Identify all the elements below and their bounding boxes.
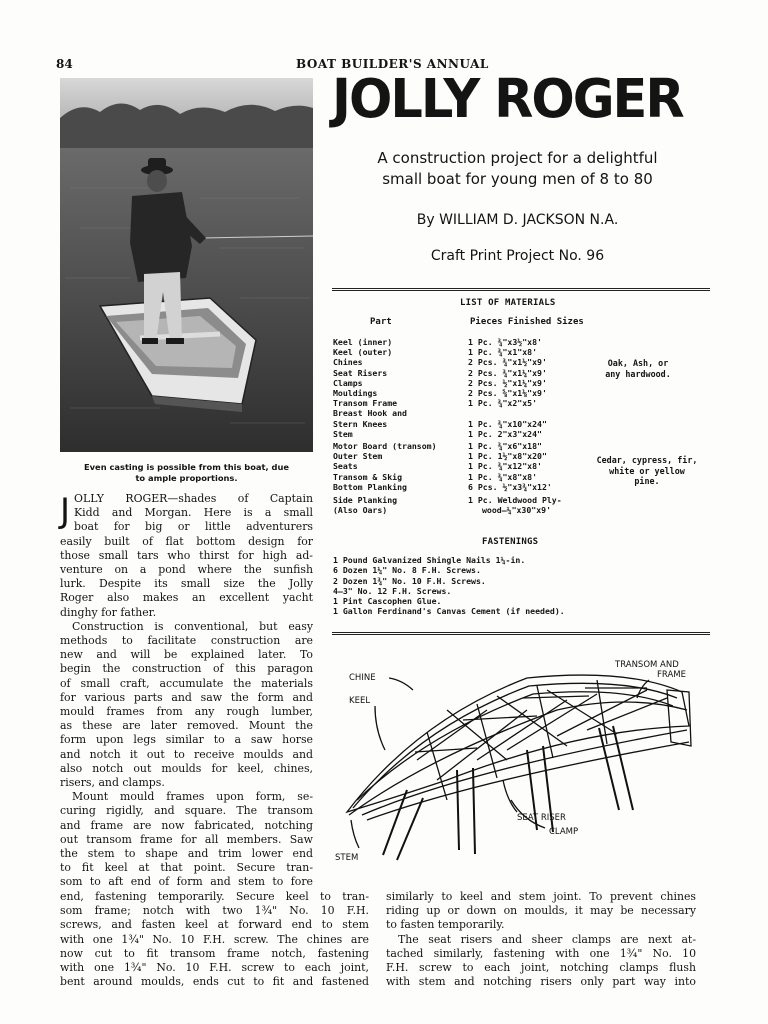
material-part: Keel (outer) xyxy=(333,347,393,358)
materials-col-pieces: Pieces Finished Sizes xyxy=(470,317,584,327)
material-part: Clamps xyxy=(333,377,363,388)
body-line: som frame; notch with two 1¾" No. 10 F.H. xyxy=(60,904,369,918)
fastenings-title: FASTENINGS xyxy=(482,537,539,547)
seat-riser-leader xyxy=(503,780,517,812)
material-pieces: 2 Pcs. ¾"x1¼"x9' xyxy=(468,367,547,378)
body-line: to fit keel at that point. Secure tran- xyxy=(60,861,313,875)
body-line: OLLY ROGER—shades of Captain xyxy=(74,492,313,505)
photo-illustration xyxy=(60,78,313,452)
body-line: and notch it out to receive moulds and xyxy=(60,747,313,761)
body-line: as these are later removed. Mount the xyxy=(60,719,313,733)
material-part: Bottom Planking xyxy=(333,481,407,492)
subtitle-line-2: small boat for young men of 8 to 80 xyxy=(382,170,653,188)
material-part: Transom & Skig xyxy=(333,471,403,482)
material-part: Breast Hook and xyxy=(333,408,407,419)
material-pieces: 1 Pc. 2"x3"x24" xyxy=(468,428,542,439)
body-line: mould frames from any rough lumber, xyxy=(60,705,313,719)
label-keel: KEEL xyxy=(349,696,371,706)
body-line: Construction is conventional, but easy xyxy=(72,619,313,633)
material-part: Mouldings xyxy=(333,388,378,399)
material-pieces: 1 Pc. ¾"x8"x8' xyxy=(468,471,538,482)
body-line: The seat risers and sheer clamps are next at- xyxy=(398,932,696,946)
label-frame: FRAME xyxy=(657,670,686,680)
note-line: white or yellow xyxy=(609,465,685,476)
material-part: Side Planking xyxy=(333,495,398,506)
cross-braces xyxy=(417,690,667,780)
material-part: Stern Knees xyxy=(333,418,388,429)
caption-line-1: Even casting is possible from this boat, due xyxy=(83,462,290,472)
body-line: curing rigidly, and square. The transom xyxy=(60,804,313,818)
material-pieces: 2 Pcs. ⅝"x1⅛"x9' xyxy=(468,388,547,399)
keel-line xyxy=(349,702,687,815)
divider-bottom xyxy=(332,632,710,635)
stem-leader xyxy=(351,820,359,848)
body-line: tached similarly, fastening with one 1¾" No. 10 xyxy=(386,946,696,960)
label-stem: STEM xyxy=(335,853,359,863)
body-line: lurk. Despite its small size the Jolly xyxy=(60,577,313,591)
fastenings-list xyxy=(333,555,565,617)
body-line: with one 1¾" No. 10 F.H. screw to each joint, xyxy=(60,961,369,975)
cross-braces xyxy=(447,690,617,760)
label-seat-riser: SEAT RISER xyxy=(517,813,566,823)
body-line: easily built of flat bottom design for xyxy=(60,534,313,548)
material-part: Seat Risers xyxy=(333,367,388,378)
softwood-note xyxy=(592,455,702,487)
body-column-1 xyxy=(60,492,313,890)
body-line: end, fastening temporarily. Secure keel to tran- xyxy=(60,890,369,903)
fastening-item: 2 Dozen 1¾" No. 10 F.H. Screws. xyxy=(333,575,486,586)
body-line: dinghy for father. xyxy=(60,605,157,619)
body-line: screws, and fasten keel at forward end to stem xyxy=(60,918,369,932)
body-line: and frame are now fabricated, notching xyxy=(60,818,313,832)
material-part: Keel (inner) xyxy=(333,337,393,347)
material-pieces: 1 Pc. ¾"x6"x18" xyxy=(468,441,542,452)
body-line: the stem to shape and trim lower end xyxy=(60,847,313,861)
project-number: Craft Print Project No. 96 xyxy=(430,248,605,264)
label-clamp: CLAMP xyxy=(549,827,579,837)
body-line: methods to facilitate construction are xyxy=(60,634,313,648)
body-line: to fasten temporarily. xyxy=(386,918,505,932)
material-pieces xyxy=(468,408,562,418)
material-pieces: 2 Pcs. ½"x1¼"x9' xyxy=(468,377,547,388)
body-line: Mount mould frames upon form, se- xyxy=(72,790,313,804)
boat-frame-diagram xyxy=(327,650,707,870)
material-pieces: wood—¼"x30"x9' xyxy=(482,505,552,516)
fastening-item: 6 Dozen 1¼" No. 8 F.H. Screws. xyxy=(333,565,481,576)
material-part: Chines xyxy=(333,357,363,368)
body-line: also notch out moulds for keel, chines, xyxy=(60,761,313,775)
divider-top xyxy=(332,288,710,291)
subtitle-line-1: A construction project for a delightful xyxy=(377,149,658,167)
body-line: those small tars who thirst for high ad- xyxy=(60,548,313,562)
body-line: begin the construction of this paragon xyxy=(60,662,313,676)
body-line: bent around moulds, ends cut to fit and fastened xyxy=(60,975,369,989)
body-line: new and will be explained later. To xyxy=(60,648,313,662)
byline: By WILLIAM D. JACKSON N.A. xyxy=(416,212,619,228)
mould-frame xyxy=(463,704,537,778)
running-head: BOAT BUILDER'S ANNUAL xyxy=(296,57,489,71)
materials-title: LIST OF MATERIALS xyxy=(460,298,556,308)
fastening-item: 1 Pound Galvanized Shingle Nails 1¼-in. xyxy=(333,555,526,565)
material-pieces: 1 Pc. ¾"x2"x5' xyxy=(468,398,538,409)
material-pieces: 1 Pc. ¾"x3½"x8' xyxy=(468,337,542,347)
material-part: Motor Board (transom) xyxy=(333,441,437,452)
body-line: with one 1¾" No. 10 F.H. screw. The chines are xyxy=(60,932,369,946)
material-part: Seats xyxy=(333,461,358,472)
material-part: Outer Stem xyxy=(333,451,383,462)
material-pieces: 2 Pcs. ¾"x1½"x9' xyxy=(468,357,547,368)
body-line: Roger also makes an excellent yacht xyxy=(60,591,313,605)
fastening-item: 1 Gallon Ferdinand's Canvas Cement (if needed). xyxy=(333,606,565,617)
body-line: out transom frame for all members. Saw xyxy=(60,832,313,846)
body-line: with stem and notching risers only part way into xyxy=(386,975,696,989)
material-part: Stem xyxy=(333,428,353,439)
body-line: riding up or down on moulds, it may be necessary xyxy=(386,904,696,918)
material-pieces: 1 Pc. 1½"x8"x20" xyxy=(468,451,547,462)
body-line: for various parts and saw the form and xyxy=(60,690,313,704)
body-line: now cut to fit transom frame notch, fastening xyxy=(60,946,369,960)
photo-caption xyxy=(60,462,313,484)
fastening-item: 4—3" No. 12 F.H. Screws. xyxy=(333,585,452,596)
note-line: Cedar, cypress, fir, xyxy=(596,455,698,465)
material-pieces: 1 Pc. ¾"x1"x8' xyxy=(468,347,538,358)
chine-leader xyxy=(389,678,413,690)
fastening-item: 1 Pint Cascophen Glue. xyxy=(333,596,442,607)
material-pieces: 6 Pcs. ½"x3¾"x12' xyxy=(468,481,552,492)
drop-cap: J xyxy=(60,491,71,531)
body-column-1-wide xyxy=(60,890,369,989)
label-transom: TRANSOM AND xyxy=(615,660,679,670)
body-line: Kidd and Morgan. Here is a small xyxy=(74,506,313,520)
material-pieces: 1 Pc. ¾"x10"x24" xyxy=(468,418,547,429)
note-line: Oak, Ash, or xyxy=(607,358,669,368)
materials-pieces-column xyxy=(468,337,562,515)
material-pieces: 1 Pc. Weldwood Ply- xyxy=(468,495,562,506)
body-line: som to aft end of form and stem to fore xyxy=(60,875,313,889)
article-title: JOLLY ROGER xyxy=(332,68,683,131)
note-line: pine. xyxy=(634,476,660,486)
material-pieces: 1 Pc. ¾"x12"x8' xyxy=(468,461,542,472)
body-line: F.H. screw to each joint, notching clamps flush xyxy=(386,961,696,975)
materials-col-part: Part xyxy=(370,317,392,327)
hardwood-note xyxy=(598,358,678,379)
page-number: 84 xyxy=(56,57,73,71)
material-part: (Also Oars) xyxy=(333,505,388,516)
label-chine: CHINE xyxy=(349,673,376,683)
caption-line-2: to ample proportions. xyxy=(135,473,238,483)
chine-line xyxy=(362,730,687,815)
body-line: similarly to keel and stem joint. To prevent chines xyxy=(386,890,696,903)
body-line: of small craft, accumulate the materials xyxy=(60,676,313,690)
article-subtitle xyxy=(345,148,690,190)
materials-part-column xyxy=(333,337,437,515)
body-line: boat for big or little adventurers xyxy=(74,520,313,534)
note-line: any hardwood. xyxy=(605,368,671,379)
material-part: Transom Frame xyxy=(333,398,398,409)
body-line: venture on a pond where the sunfish xyxy=(60,563,313,577)
body-column-2 xyxy=(386,890,696,989)
seat-riser-line xyxy=(357,692,673,800)
body-line: form upon legs similar to a saw horse xyxy=(60,733,313,747)
body-line: risers, and clamps. xyxy=(60,776,165,790)
keel-leader xyxy=(375,706,385,750)
photo-boy-fishing-in-boat xyxy=(60,78,313,452)
